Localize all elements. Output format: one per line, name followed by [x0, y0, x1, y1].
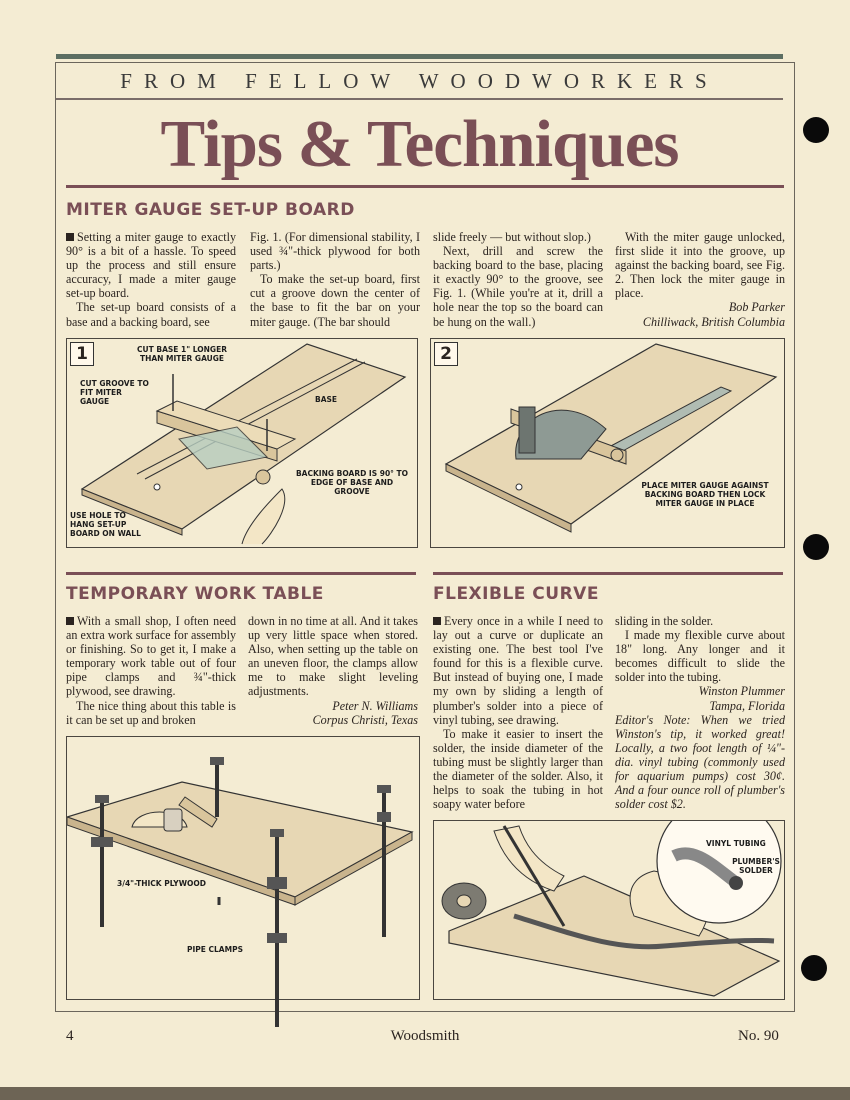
miter-paragraph: Fig. 1. (For dimensional stability, I used ¾"-thick plywood for both parts.) — [250, 230, 420, 273]
section-rule — [433, 572, 783, 575]
miter-paragraph: To make the set-up board, first cut a groove down the center of the base to fit the bar on your miter gauge. (The bar should — [250, 272, 420, 329]
curve-location: Tampa, Florida — [709, 698, 785, 713]
miter-paragraph: The set-up board consists of a base and a backing board, see — [66, 300, 236, 329]
table-column-2 — [248, 614, 418, 727]
punch-hole — [801, 955, 827, 981]
curve-column-2 — [615, 614, 785, 811]
figure-1-number: 1 — [70, 342, 94, 366]
miter-paragraph: Next, drill and screw the backing board to the base, placing it exactly 90° to the groove, see Fig. 1. (While you're at it, drill a hole near the top so the board can be hung on the wall.) — [433, 244, 603, 329]
page-title: Tips & Techniques — [160, 107, 679, 181]
fig1-label-base: BASE — [315, 395, 338, 404]
table-author: Peter N. Williams — [332, 698, 418, 713]
bullet-square-icon — [433, 617, 441, 625]
figure-2-drawing — [431, 339, 784, 547]
miter-paragraph: With the miter gauge unlocked, first slide it into the groove, up against the backing board, see Fig. 2. Then lock the miter gauge in place. — [615, 230, 785, 301]
figure-2 — [430, 338, 785, 548]
flexible-curve-figure — [433, 820, 785, 1000]
miter-paragraph: Setting a miter gauge to exactly 90° is a bit of a hassle. To speed up the process and still ensure accuracy, I made a miter gauge set-up board. — [66, 230, 236, 301]
curve-paragraph: To make it easier to insert the solder, the inside diameter of the tubing must be slightly larger than the diameter of the solder. Also, it helps to soak the tubing in hot soapy water before — [433, 726, 603, 812]
curve-column-1 — [433, 614, 603, 811]
miter-author: Bob Parker — [728, 300, 785, 315]
figure-2-number: 2 — [434, 342, 458, 366]
figure-1 — [66, 338, 418, 548]
section-rule — [66, 572, 416, 575]
curve-paragraph: Every once in a while I need to lay out a curve or duplicate an existing one. The best tool I've found for this is a flexible curve. But instead of buying one, I made my own by sliding a length of plumber's solder into a piece of vinyl tubing, see drawing. — [433, 614, 603, 727]
miter-column-4 — [615, 230, 785, 329]
bullet-square-icon — [66, 233, 74, 241]
table-heading: TEMPORARY WORK TABLE — [66, 584, 324, 604]
bullet-square-icon — [66, 617, 74, 625]
fig1-label-groove: CUT GROOVE TO FIT MITER GAUGE — [80, 379, 149, 406]
top-rule — [56, 54, 783, 59]
punch-hole — [803, 117, 829, 143]
miter-column-2 — [250, 230, 420, 329]
work-table-figure — [66, 736, 420, 1000]
curve-paragraph: sliding in the solder. — [615, 614, 714, 628]
table-paragraph: down in no time at all. And it takes up very little space when stored. Also, when setting up the table on an uneven floor, the clamps allow me to make slight leveling adjustments. — [248, 614, 418, 699]
curve-label-tubing: VINYL TUBING — [706, 839, 766, 848]
fig1-label-hole: USE HOLE TO HANG SET-UP BOARD ON WALL — [70, 511, 141, 538]
miter-location: Chilliwack, British Columbia — [642, 314, 785, 329]
magazine-name: Woodsmith — [390, 1028, 460, 1044]
editor-note: Editor's Note: When we tried Winston's tip, it worked great! Locally, a two foot length of ¼"-dia. vinyl tubing (commonly used for aquarium pumps) cost 30¢. And a four ounce roll of plumber's solder cost $2. — [615, 712, 785, 812]
miter-column-1 — [66, 230, 236, 329]
curve-author: Winston Plummer — [698, 684, 785, 699]
fig2-label-place: PLACE MITER GAUGE AGAINST BACKING BOARD THEN LOCK MITER GAUGE IN PLACE — [641, 481, 769, 508]
fig1-label-cut-base: CUT BASE 1" LONGER THAN MITER GAUGE — [137, 345, 227, 363]
fig1-label-backing: BACKING BOARD IS 90° TO EDGE OF BASE AND GROOVE — [295, 469, 409, 496]
curve-paragraph: I made my flexible curve about 18" long. Any longer and it becomes difficult to slide the solder into the tubing. — [615, 628, 785, 685]
table-location: Corpus Christi, Texas — [312, 712, 418, 727]
bottom-edge — [0, 1087, 850, 1100]
curve-label-solder: PLUMBER'S SOLDER — [732, 857, 780, 875]
kicker-rule — [56, 98, 783, 100]
miter-column-3 — [433, 230, 603, 329]
table-label-plywood: 3/4"-THICK PLYWOOD — [117, 879, 206, 888]
page-number: 4 — [66, 1028, 74, 1044]
curve-heading: FLEXIBLE CURVE — [433, 584, 599, 604]
table-paragraph: The nice thing about this table is it can be set up and broken — [66, 698, 236, 727]
section-kicker: FROM FELLOW WOODWORKERS — [120, 69, 719, 93]
miter-paragraph: slide freely — but without slop.) — [433, 230, 591, 244]
issue-number: No. 90 — [738, 1028, 779, 1044]
punch-hole — [803, 534, 829, 560]
table-label-clamps: PIPE CLAMPS — [187, 945, 243, 954]
table-column-1 — [66, 614, 236, 727]
title-rule — [66, 185, 784, 188]
miter-heading: MITER GAUGE SET-UP BOARD — [66, 200, 355, 220]
table-paragraph: With a small shop, I often need an extra work surface for assembly or finishing. So to get it, I make a temporary work table out of four pipe clamps and ¾"-thick plywood, see drawing. — [66, 614, 236, 699]
